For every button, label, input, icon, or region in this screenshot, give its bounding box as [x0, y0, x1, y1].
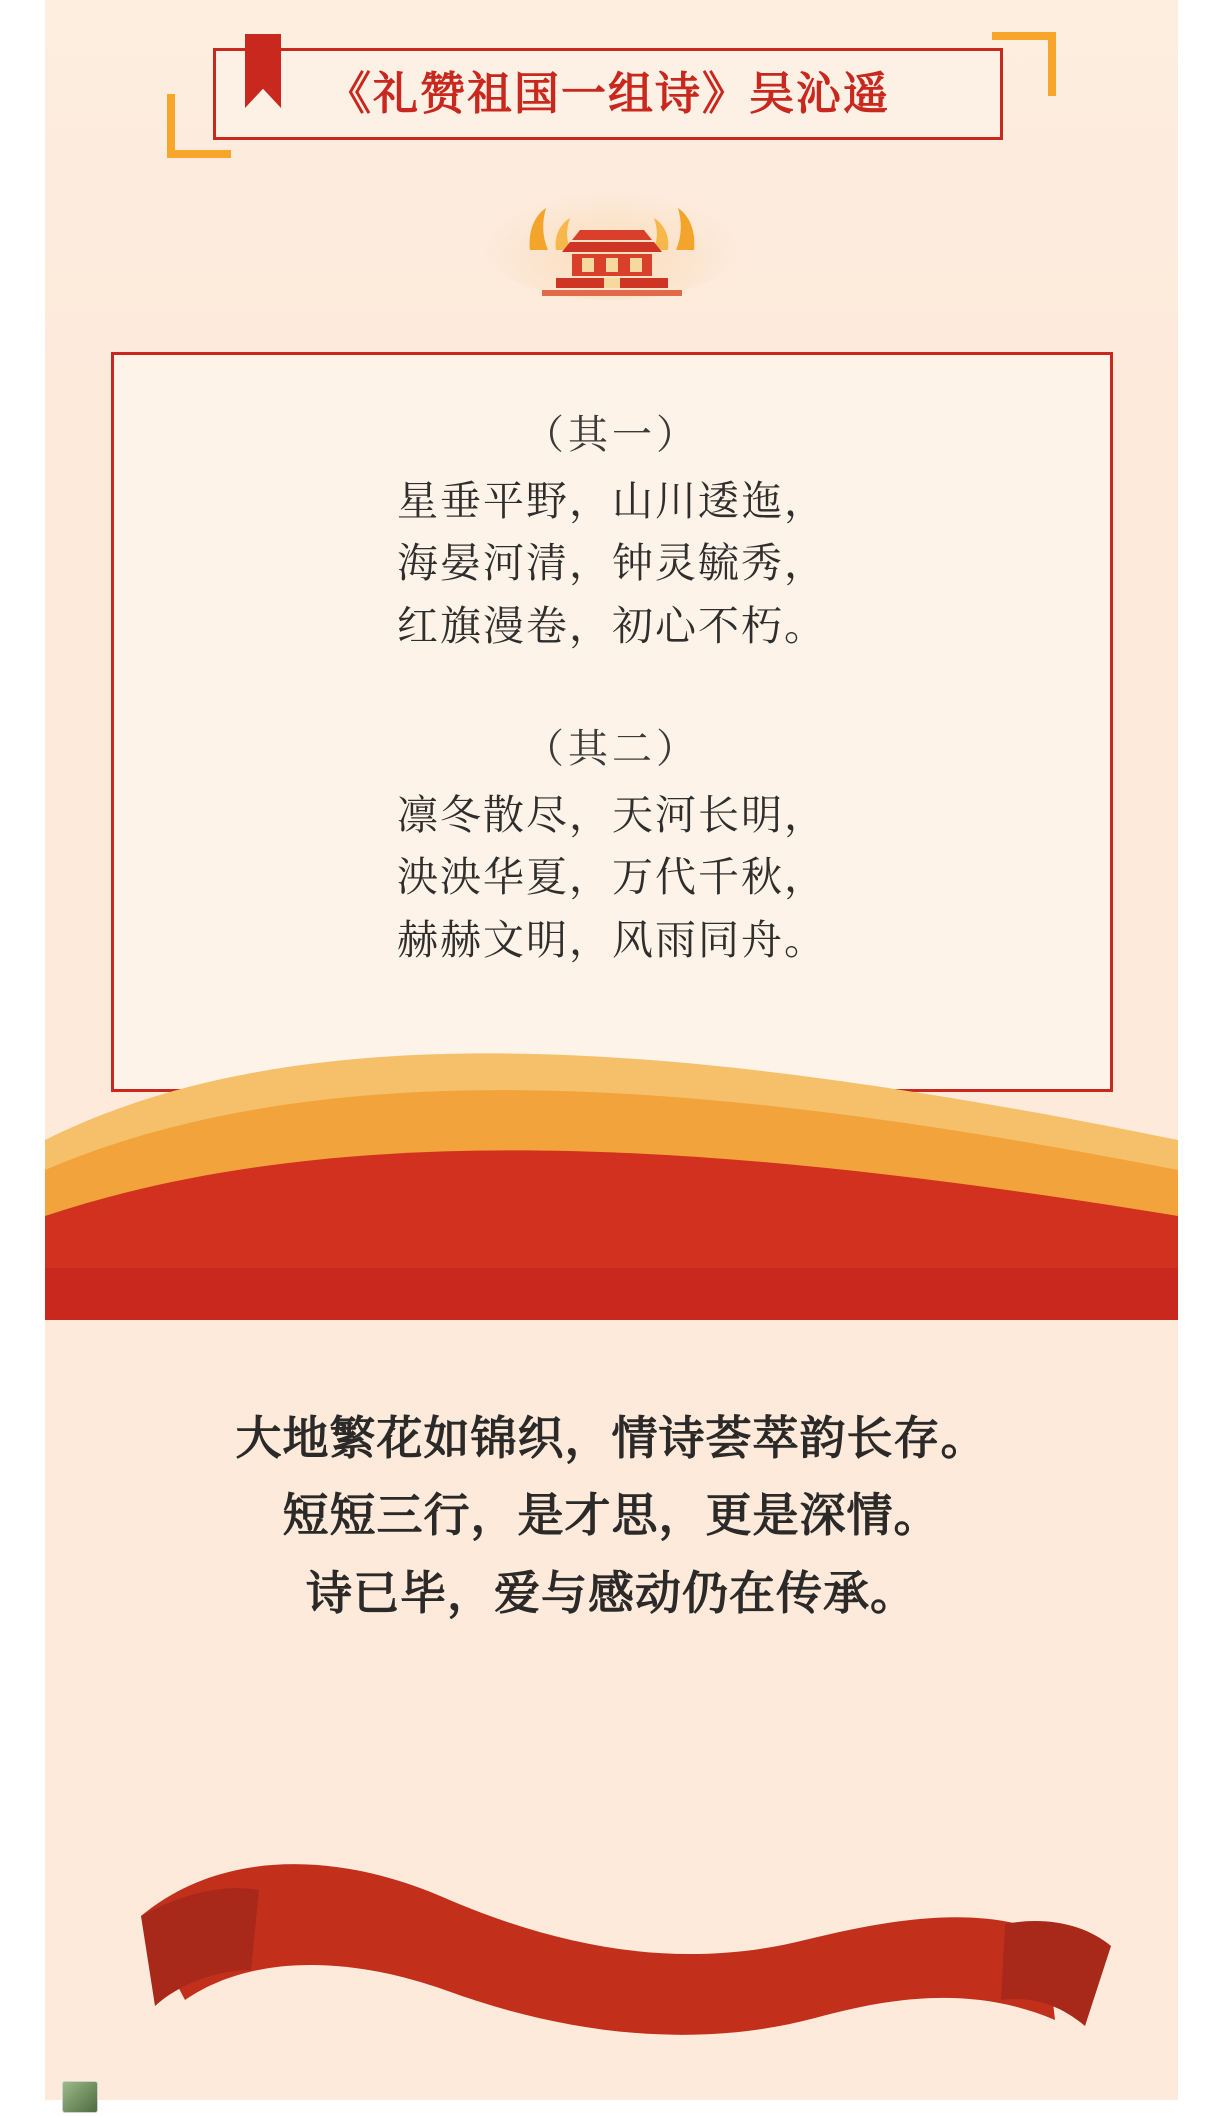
- closing-block: [45, 1400, 1178, 1632]
- silk-svg: [45, 1820, 1178, 2100]
- stanza-2-label: （其二）: [524, 725, 700, 772]
- title-block: [45, 26, 1178, 186]
- gate-svg: [472, 192, 752, 304]
- page-title: 《礼赞祖国一组诗》吴沁遥: [325, 67, 890, 120]
- stanza-2: [114, 717, 1110, 971]
- avatar[interactable]: [62, 2081, 98, 2113]
- stanza-2-line-2: 泱泱华夏，万代千秋，: [397, 853, 827, 902]
- wave-svg: [45, 1020, 1178, 1320]
- closing-line-3: 诗已毕，爱与感动仍在传承。: [306, 1565, 917, 1620]
- wave-decoration: [45, 1020, 1178, 1320]
- tiananmen-gate-emblem-icon: [45, 188, 1178, 308]
- red-silk-ribbon-decoration: [45, 1820, 1178, 2100]
- stanza-1-label: （其一）: [524, 412, 700, 458]
- stanza-1: [114, 403, 1110, 657]
- stanza-1-line-1: 星垂平野，山川逶迤，: [397, 477, 827, 525]
- poem-content: [114, 355, 1110, 971]
- stanza-1-line-2: 海晏河清，钟灵毓秀，: [397, 539, 827, 588]
- closing-line-1: 大地繁花如锦织，情诗荟萃韵长存。: [235, 1411, 988, 1465]
- poem-card: [111, 352, 1113, 1092]
- stanza-2-line-1: 凛冬散尽，天河长明，: [397, 790, 827, 839]
- stanza-1-line-3: 红旗漫卷，初心不朽。: [397, 601, 827, 650]
- stanza-2-line-3: 赫赫文明，风雨同舟。: [397, 915, 827, 964]
- poster-canvas: [45, 0, 1178, 2100]
- closing-line-2: 短短三行，是才思，更是深情。: [282, 1488, 941, 1543]
